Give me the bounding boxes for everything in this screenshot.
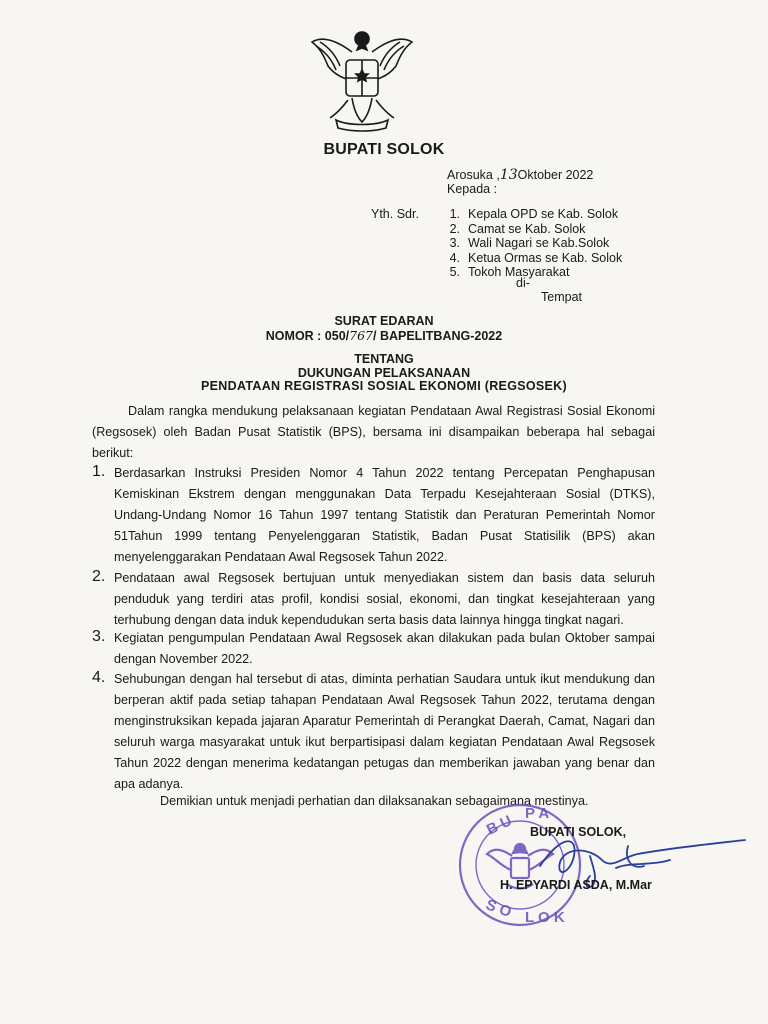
recipient-number: 1. (449, 207, 460, 221)
point-number: 3. (92, 628, 106, 645)
point-number: 4. (92, 669, 106, 686)
subject-line-1: DUKUNGAN PELAKSANAAN (297, 366, 471, 380)
issuer-title: BUPATI SOLOK (323, 141, 445, 158)
nomor-prefix: NOMOR : 050/ (265, 329, 350, 343)
recipient-label: Ketua Ormas se Kab. Solok (468, 250, 623, 265)
kepada-label: Kepada : (447, 182, 498, 196)
point-text: Pendataan awal Regsosek bertujuan untuk menyediakan sistem dan basis data seluruh penduduk yang terdiri atas profil, kondisi sosial, ekonomi, dan tingkat kesejahteraan yang terhubung dengan data induk kependudukan serta basis data lainnya hingga tingkat nagari. (114, 571, 655, 627)
signatory-title: BUPATI SOLOK, (530, 825, 627, 839)
svg-text:P A: P A (525, 805, 550, 822)
garuda-emblem-icon (306, 22, 418, 134)
recipient-item (440, 222, 622, 237)
recipient-item (440, 251, 622, 266)
address-di: di- (516, 276, 530, 290)
recipient-label: Kepala OPD se Kab. Solok (468, 207, 619, 221)
point-number: 2. (92, 568, 106, 585)
closing-sentence: Demikian untuk menjadi perhatian dan dilaksanakan sebagaimana mestinya. (160, 794, 589, 808)
point-text: Sehubungan dengan hal tersebut di atas, diminta perhatian Saudara untuk ikut mendukung dan berperan aktif pada setiap tahapan Pendataan Awal Regsosek Tahun 2022, terutama dengan menginstruksikan kepada jajaran Aparatur Pemerintah di Perangkat Daerah, Camat, Nagari dan seluruh warga masyarakat untuk ikut berpartisipasi dalam kegiatan Pendataan Awal Regsosek Tahun 2022 dengan menerima kedatangan petugas dan memberikan jawaban yang benar dan apa adanya. (114, 672, 655, 791)
letter-number (0, 328, 768, 343)
recipient-number: 2. (449, 221, 460, 236)
recipient-label: Tokoh Masyarakat (468, 265, 570, 279)
svg-text:S O: S O (483, 896, 514, 922)
date-day-handwritten: 13 (499, 167, 518, 183)
recipient-item (440, 265, 622, 280)
date-prefix: Arosuka , (447, 168, 500, 182)
recipient-item (440, 207, 622, 222)
recipient-number: 3. (449, 236, 460, 250)
point-number: 1. (92, 463, 106, 480)
recipient-label: Camat se Kab. Solok (468, 221, 586, 236)
subject-line-2: PENDATAAN REGISTRASI SOSIAL EKONOMI (REGSOSEK) (201, 379, 567, 393)
svg-text:L O K: L O K (525, 909, 565, 926)
date-suffix: Oktober 2022 (517, 168, 594, 182)
signatory-name: H. EPYARDI ASDA, M.Mar (500, 878, 652, 892)
letter-type: SURAT EDARAN (334, 314, 434, 328)
tentang-heading: TENTANG (354, 352, 414, 366)
letter-date (447, 167, 593, 183)
point-text: Kegiatan pengumpulan Pendataan Awal Regsosek akan dilakukan pada bulan Oktober sampai dengan November 2022. (114, 631, 655, 666)
nomor-suffix: / BAPELITBANG-2022 (373, 329, 503, 343)
yth-label: Yth. Sdr. (371, 207, 419, 221)
intro-paragraph: Dalam rangka mendukung pelaksanaan kegiatan Pendataan Awal Registrasi Sosial Ekonomi (Regsosek) oleh Badan Pusat Statistik (BPS), bersama ini disampaikan beberapa hal sebagai berikut: (92, 404, 655, 460)
recipient-number: 4. (449, 250, 460, 265)
address-tempat: Tempat (541, 290, 582, 304)
nomor-handwritten: 767 (349, 328, 373, 343)
point-text: Berdasarkan Instruksi Presiden Nomor 4 Tahun 2022 tentang Percepatan Penghapusan Kemiskinan Ekstrem dengan menggunakan Data Terpadu Kesejahteraan Sosial (DTKS), Undang-Undang Nomor 16 Tahun 1997 tentang Statistik dan Peraturan Pemerintah Nomor 51Tahun 1999 tentang Penyelenggaran Statistik, Badan Pusat Statisilik (BPS) akan menyelenggarakan Pendataan Awal Regsosek Tahun 2022. (114, 466, 655, 564)
recipient-list (440, 207, 622, 280)
recipient-label: Wali Nagari se Kab.Solok (468, 236, 610, 250)
svg-text:B U: B U (483, 812, 515, 839)
recipient-number: 5. (449, 265, 460, 279)
recipient-item (440, 236, 622, 251)
